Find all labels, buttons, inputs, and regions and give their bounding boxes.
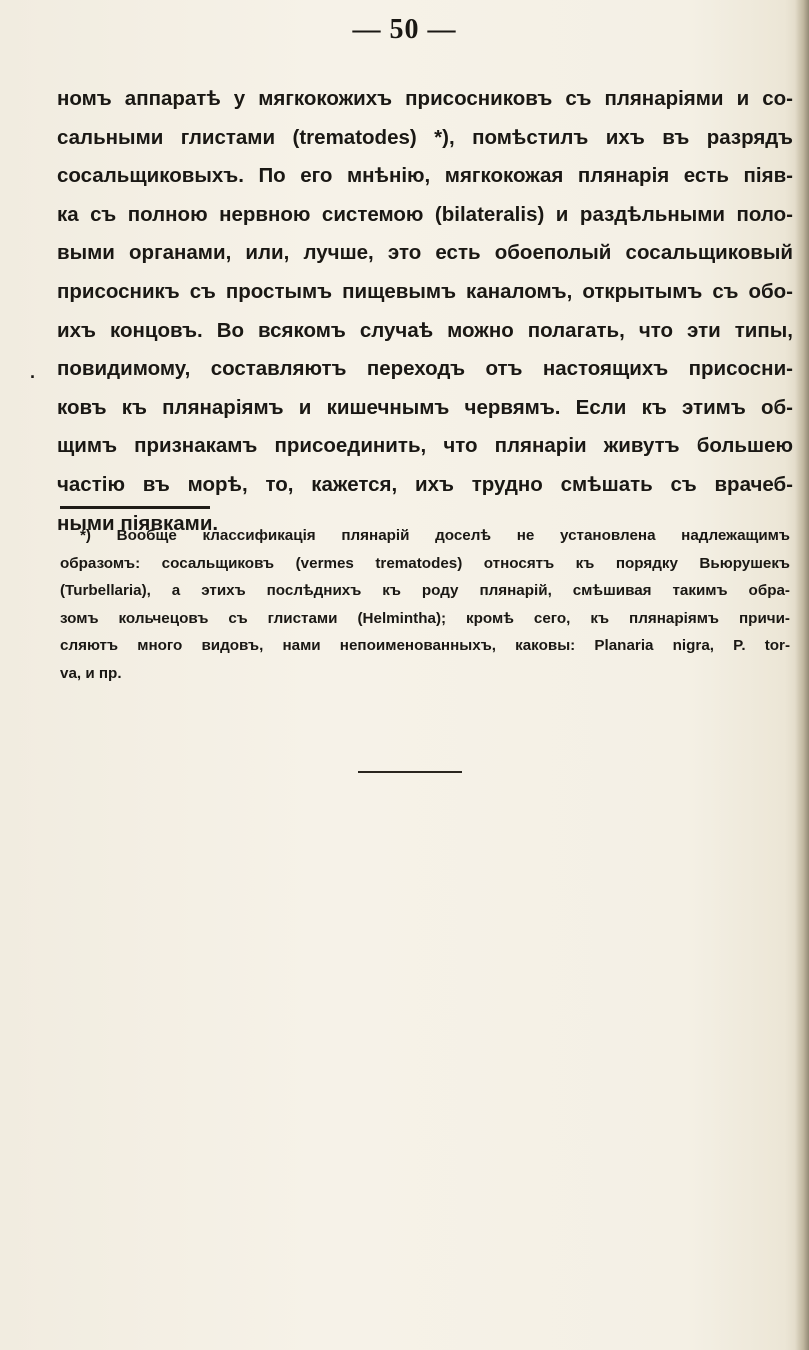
- text-line: сосальщиковыхъ. По его мнѣнію, мягкокожая плянарія есть піяв-: [57, 164, 793, 188]
- footnote: [60, 522, 790, 687]
- text-line: ными піявками.: [57, 511, 219, 535]
- body-text: [57, 80, 793, 543]
- text-line: повидимому, составляютъ переходъ отъ настоящихъ присосни-: [57, 357, 793, 381]
- page-edge-shadow: [795, 0, 809, 1350]
- footnote-line: сляютъ много видовъ, нами непоименованныхъ, каковы: Planaria nigra, P. tor-: [60, 637, 790, 654]
- footnote-line: (Turbellaria), а этихъ послѣднихъ къ роду плянарій, смѣшивая такимъ обра-: [60, 582, 790, 599]
- text-line: номъ аппаратѣ у мягкокожихъ присосниковъ съ плянаріями и со-: [57, 87, 793, 110]
- text-line: сальными глистами (trematodes) *), помѣстилъ ихъ въ разрядъ: [57, 125, 793, 149]
- text-line: ка съ полною нервною системою (bilateralis) и раздѣльными поло-: [57, 202, 793, 226]
- footnote-line: *) Вообще классификація плянарій доселѣ не установлена надлежащимъ: [80, 527, 790, 544]
- page-number: — 50 —: [352, 14, 457, 45]
- text-line: ихъ концовъ. Во всякомъ случаѣ можно полагать, что эти типы,: [57, 318, 793, 342]
- end-rule: [358, 771, 462, 773]
- text-line: присосникъ съ простымъ пищевымъ каналомъ, открытымъ съ обо-: [57, 279, 793, 303]
- text-line: ковъ къ плянаріямъ и кишечнымъ червямъ. Если къ этимъ об-: [57, 395, 793, 419]
- footnote-line: образомъ: сосальщиковъ (vermes trematodes) относятъ къ порядку Вьюрушекъ: [60, 554, 790, 572]
- text-line: частію въ морѣ, то, кажется, ихъ трудно смѣшать съ врачеб-: [57, 472, 793, 496]
- footnote-line: va, и пр.: [60, 664, 122, 682]
- text-line: щимъ признакамъ присоединить, что плянаріи живутъ большею: [57, 434, 793, 458]
- margin-mark: .: [30, 362, 36, 382]
- text-line: выми органами, или, лучше, это есть обоеполый сосальщиковый: [57, 241, 793, 265]
- footnote-line: зомъ кольчецовъ съ глистами (Helmintha); кромѣ сего, къ плянаріямъ причи-: [60, 609, 790, 627]
- footnote-separator-rule: [60, 506, 210, 509]
